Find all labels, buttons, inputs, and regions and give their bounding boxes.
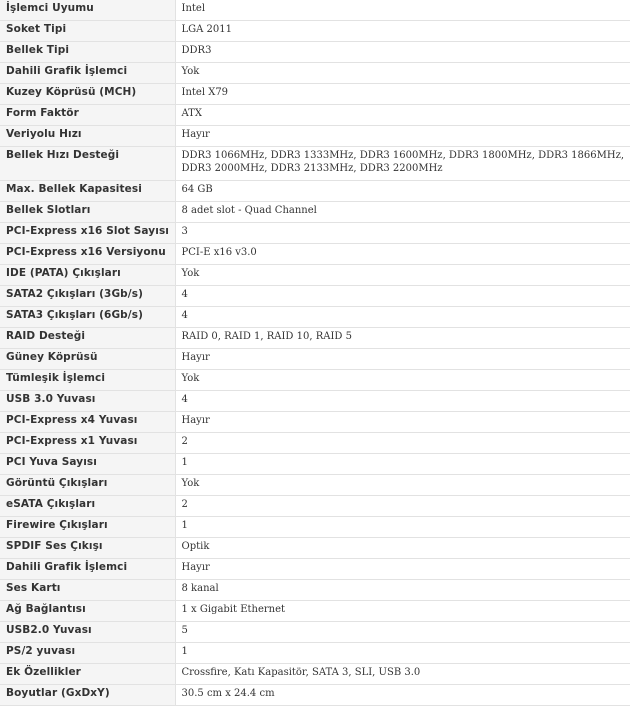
spec-label: Ses Kartı [0, 580, 175, 601]
spec-label: Görüntü Çıkışları [0, 475, 175, 496]
spec-label: IDE (PATA) Çıkışları [0, 265, 175, 286]
spec-value: Hayır [175, 126, 630, 147]
spec-row-memory-slots [0, 202, 630, 223]
spec-row-max-memory [0, 181, 630, 202]
spec-value: Intel X79 [175, 84, 630, 105]
spec-row-southbridge [0, 349, 630, 370]
spec-row-sound-card [0, 580, 630, 601]
spec-value: Crossfire, Katı Kapasitör, SATA 3, SLI, USB 3.0 [175, 664, 630, 685]
spec-label: İşlemci Uyumu [0, 0, 175, 21]
spec-label: Dahili Grafik İşlemci [0, 559, 175, 580]
spec-label: Ağ Bağlantısı [0, 601, 175, 622]
spec-value: Hayır [175, 412, 630, 433]
spec-label: PCI-Express x16 Versiyonu [0, 244, 175, 265]
spec-value: 8 adet slot - Quad Channel [175, 202, 630, 223]
spec-label: RAID Desteği [0, 328, 175, 349]
spec-value: ATX [175, 105, 630, 126]
spec-label: Bellek Slotları [0, 202, 175, 223]
spec-label: Ek Özellikler [0, 664, 175, 685]
spec-row-pcie-x16-version [0, 244, 630, 265]
spec-label: Dahili Grafik İşlemci [0, 63, 175, 84]
spec-row-memory-speed [0, 147, 630, 181]
spec-row-integrated-cpu [0, 370, 630, 391]
spec-label: Firewire Çıkışları [0, 517, 175, 538]
spec-label: PCI-Express x1 Yuvası [0, 433, 175, 454]
spec-row-pcie-x1 [0, 433, 630, 454]
spec-label: SATA2 Çıkışları (3Gb/s) [0, 286, 175, 307]
spec-row-integrated-gpu [0, 63, 630, 84]
spec-label: Veriyolu Hızı [0, 126, 175, 147]
spec-value: 4 [175, 307, 630, 328]
spec-value: Yok [175, 475, 630, 496]
spec-value: Yok [175, 63, 630, 84]
spec-label: PS/2 yuvası [0, 643, 175, 664]
spec-row-northbridge [0, 84, 630, 105]
spec-row-pcie-x16-count [0, 223, 630, 244]
spec-value: 5 [175, 622, 630, 643]
spec-row-pci [0, 454, 630, 475]
spec-value: Yok [175, 370, 630, 391]
spec-label: Boyutlar (GxDxY) [0, 685, 175, 706]
spec-value: 1 [175, 517, 630, 538]
spec-value: 64 GB [175, 181, 630, 202]
spec-row-sata3 [0, 307, 630, 328]
spec-row-extra-features [0, 664, 630, 685]
spec-label: Bellek Hızı Desteği [0, 147, 175, 181]
spec-value: Yok [175, 265, 630, 286]
spec-row-memory-type [0, 42, 630, 63]
spec-row-display-outputs [0, 475, 630, 496]
spec-label: Kuzey Köprüsü (MCH) [0, 84, 175, 105]
spec-row-pcie-x4 [0, 412, 630, 433]
spec-row-raid [0, 328, 630, 349]
spec-value: RAID 0, RAID 1, RAID 10, RAID 5 [175, 328, 630, 349]
spec-value: DDR3 1066MHz, DDR3 1333MHz, DDR3 1600MHz, DDR3 1800MHz, DDR3 1866MHz, DDR3 2000MHz, DDR3 2133MHz, DDR3 2200MHz [175, 147, 630, 181]
spec-label: PCI-Express x16 Slot Sayısı [0, 223, 175, 244]
spec-label: SPDIF Ses Çıkışı [0, 538, 175, 559]
spec-value: 1 x Gigabit Ethernet [175, 601, 630, 622]
spec-label: Tümleşik İşlemci [0, 370, 175, 391]
spec-value: 1 [175, 454, 630, 475]
spec-row-usb3 [0, 391, 630, 412]
spec-value: 2 [175, 496, 630, 517]
spec-row-ide [0, 265, 630, 286]
spec-row-processor-compat [0, 0, 630, 21]
spec-value: Hayır [175, 349, 630, 370]
spec-label: Soket Tipi [0, 21, 175, 42]
spec-row-socket [0, 21, 630, 42]
spec-value: LGA 2011 [175, 21, 630, 42]
spec-value: Hayır [175, 559, 630, 580]
spec-label: SATA3 Çıkışları (6Gb/s) [0, 307, 175, 328]
spec-label: Max. Bellek Kapasitesi [0, 181, 175, 202]
spec-value: 8 kanal [175, 580, 630, 601]
spec-label: Güney Köprüsü [0, 349, 175, 370]
spec-row-dimensions [0, 685, 630, 706]
spec-row-spdif [0, 538, 630, 559]
spec-row-ps2 [0, 643, 630, 664]
spec-row-esata [0, 496, 630, 517]
spec-value: 2 [175, 433, 630, 454]
spec-value: 3 [175, 223, 630, 244]
spec-value: 4 [175, 391, 630, 412]
spec-row-usb2 [0, 622, 630, 643]
spec-label: PCI-Express x4 Yuvası [0, 412, 175, 433]
spec-label: PCI Yuva Sayısı [0, 454, 175, 475]
spec-label: Bellek Tipi [0, 42, 175, 63]
spec-row-integrated-gpu-2 [0, 559, 630, 580]
spec-value: 30.5 cm x 24.4 cm [175, 685, 630, 706]
spec-value: Optik [175, 538, 630, 559]
spec-row-bus-speed [0, 126, 630, 147]
spec-value: 1 [175, 643, 630, 664]
spec-label: USB2.0 Yuvası [0, 622, 175, 643]
spec-row-form-factor [0, 105, 630, 126]
spec-value: DDR3 [175, 42, 630, 63]
spec-row-network [0, 601, 630, 622]
spec-label: USB 3.0 Yuvası [0, 391, 175, 412]
spec-label: eSATA Çıkışları [0, 496, 175, 517]
spec-label: Form Faktör [0, 105, 175, 126]
spec-row-firewire [0, 517, 630, 538]
spec-row-sata2 [0, 286, 630, 307]
spec-value: PCI-E x16 v3.0 [175, 244, 630, 265]
spec-value: 4 [175, 286, 630, 307]
spec-value: Intel [175, 0, 630, 21]
